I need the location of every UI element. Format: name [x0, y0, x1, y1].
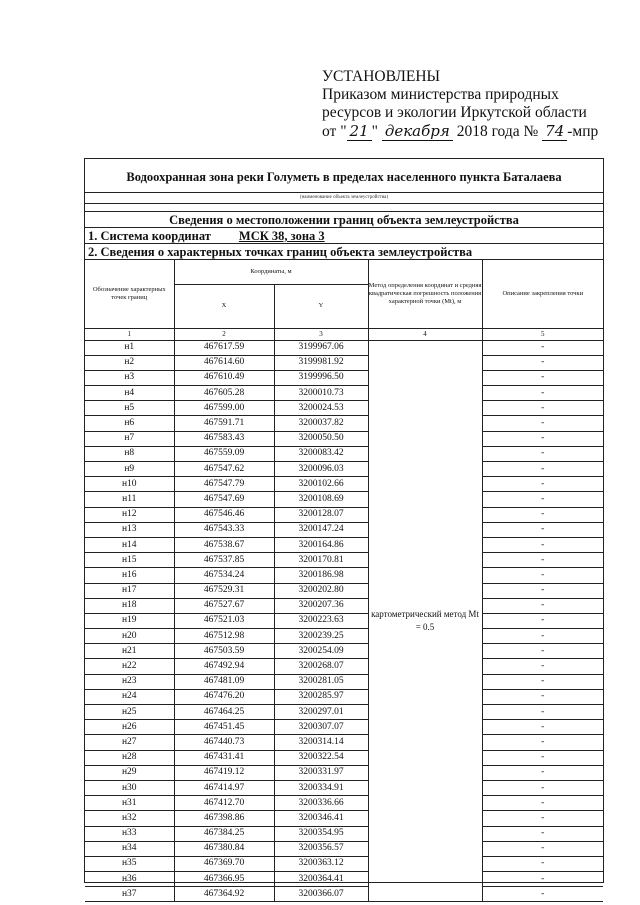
boundary-document: [84, 158, 604, 899]
y-coordinate-cell: 3200239.25: [274, 629, 368, 644]
x-coordinate-cell: 467547.69: [174, 492, 274, 507]
point-id-cell: н21: [85, 644, 174, 659]
point-id-cell: н10: [85, 477, 174, 492]
table-row: [85, 507, 603, 522]
header-coords: Координаты, м: [174, 260, 368, 284]
y-coordinate-cell: 3200281.05: [274, 674, 368, 689]
table-row: [85, 477, 603, 492]
x-coordinate-cell: 467398.86: [174, 811, 274, 826]
y-coordinate-cell: 3200307.07: [274, 720, 368, 735]
x-coordinate-cell: 467527.67: [174, 598, 274, 613]
description-cell: -: [482, 705, 603, 720]
point-id-cell: н35: [85, 856, 174, 871]
description-cell: -: [482, 872, 603, 887]
stamp-from: от ": [322, 123, 347, 140]
point-id-cell: н20: [85, 629, 174, 644]
header-y: Y: [274, 284, 368, 328]
y-coordinate-cell: 3200207.36: [274, 598, 368, 613]
x-coordinate-cell: 467364.92: [174, 887, 274, 902]
col-number: 2: [174, 328, 274, 340]
x-coordinate-cell: 467412.70: [174, 796, 274, 811]
point-id-cell: н16: [85, 568, 174, 583]
y-coordinate-cell: 3200356.57: [274, 841, 368, 856]
x-coordinate-cell: 467614.60: [174, 355, 274, 370]
y-coordinate-cell: 3200364.41: [274, 872, 368, 887]
point-id-cell: н27: [85, 735, 174, 750]
description-cell: -: [482, 537, 603, 552]
description-cell: -: [482, 568, 603, 583]
x-coordinate-cell: 467419.12: [174, 765, 274, 780]
point-id-cell: н23: [85, 674, 174, 689]
y-coordinate-cell: 3200083.42: [274, 446, 368, 461]
x-coordinate-cell: 467610.49: [174, 370, 274, 385]
table-row: [85, 462, 603, 477]
point-id-cell: н5: [85, 401, 174, 416]
x-coordinate-cell: 467559.09: [174, 446, 274, 461]
y-coordinate-cell: 3200346.41: [274, 811, 368, 826]
coord-system-label: 1. Система координат: [88, 229, 211, 243]
point-id-cell: н7: [85, 431, 174, 446]
description-cell: -: [482, 811, 603, 826]
y-coordinate-cell: 3200334.91: [274, 780, 368, 795]
y-coordinate-cell: 3199967.06: [274, 340, 368, 355]
y-coordinate-cell: 3200010.73: [274, 386, 368, 401]
table-row: [85, 856, 603, 871]
object-note: (наименование объекта землеустройства): [85, 193, 603, 204]
description-cell: -: [482, 386, 603, 401]
table-row: [85, 826, 603, 841]
x-coordinate-cell: 467605.28: [174, 386, 274, 401]
y-coordinate-cell: 3200102.66: [274, 477, 368, 492]
description-cell: -: [482, 462, 603, 477]
x-coordinate-cell: 467512.98: [174, 629, 274, 644]
point-id-cell: н19: [85, 613, 174, 628]
table-row: [85, 431, 603, 446]
description-cell: -: [482, 659, 603, 674]
x-coordinate-cell: 467492.94: [174, 659, 274, 674]
y-coordinate-cell: 3200331.97: [274, 765, 368, 780]
y-coordinate-cell: 3200336.66: [274, 796, 368, 811]
y-coordinate-cell: 3199996.50: [274, 370, 368, 385]
description-cell: -: [482, 826, 603, 841]
description-cell: -: [482, 416, 603, 431]
point-id-cell: н28: [85, 750, 174, 765]
table-row: [85, 446, 603, 461]
point-id-cell: н31: [85, 796, 174, 811]
stamp-month: декабря: [382, 122, 453, 141]
table-row: [85, 750, 603, 765]
x-coordinate-cell: 467547.79: [174, 477, 274, 492]
point-id-cell: н13: [85, 522, 174, 537]
point-id-cell: н34: [85, 841, 174, 856]
x-coordinate-cell: 467537.85: [174, 553, 274, 568]
point-id-cell: н6: [85, 416, 174, 431]
description-cell: -: [482, 644, 603, 659]
coord-system-row: [85, 228, 603, 244]
x-coordinate-cell: 467451.45: [174, 720, 274, 735]
table-row: [85, 568, 603, 583]
table-row: [85, 355, 603, 370]
table-row: [85, 644, 603, 659]
point-id-cell: н1: [85, 340, 174, 355]
x-coordinate-cell: 467617.59: [174, 340, 274, 355]
x-coordinate-cell: 467464.25: [174, 705, 274, 720]
y-coordinate-cell: 3200108.69: [274, 492, 368, 507]
x-coordinate-cell: 467599.00: [174, 401, 274, 416]
x-coordinate-cell: 467521.03: [174, 613, 274, 628]
y-coordinate-cell: 3200024.53: [274, 401, 368, 416]
description-cell: -: [482, 583, 603, 598]
description-cell: -: [482, 431, 603, 446]
point-id-cell: н33: [85, 826, 174, 841]
x-coordinate-cell: 467369.70: [174, 856, 274, 871]
y-coordinate-cell: 3200170.81: [274, 553, 368, 568]
point-id-cell: н36: [85, 872, 174, 887]
y-coordinate-cell: 3200223.63: [274, 613, 368, 628]
points-section-header: 2. Сведения о характерных точках границ объекта землеустройства: [85, 244, 603, 260]
stamp-quote: ": [371, 123, 378, 140]
stamp-order-line: Приказом министерства природных: [322, 86, 559, 103]
x-coordinate-cell: 467414.97: [174, 780, 274, 795]
x-coordinate-cell: 467534.24: [174, 568, 274, 583]
stamp-ministry-line: ресурсов и экологии Иркутской области: [322, 104, 587, 121]
y-coordinate-cell: 3200050.50: [274, 431, 368, 446]
point-id-cell: н25: [85, 705, 174, 720]
x-coordinate-cell: 467366.95: [174, 872, 274, 887]
point-id-cell: н32: [85, 811, 174, 826]
table-row: [85, 583, 603, 598]
coord-system-value: МСК 38, зона 3: [238, 229, 325, 243]
table-row: [85, 370, 603, 385]
description-cell: -: [482, 401, 603, 416]
table-row: [85, 613, 603, 628]
table-row: [85, 386, 603, 401]
table-row: [85, 735, 603, 750]
point-id-cell: н29: [85, 765, 174, 780]
x-coordinate-cell: 467547.62: [174, 462, 274, 477]
description-cell: -: [482, 553, 603, 568]
table-row: [85, 705, 603, 720]
table-row: [85, 811, 603, 826]
description-cell: -: [482, 887, 603, 902]
title-band: [85, 159, 603, 193]
description-cell: -: [482, 750, 603, 765]
y-coordinate-cell: 3200268.07: [274, 659, 368, 674]
table-row: [85, 765, 603, 780]
description-cell: -: [482, 446, 603, 461]
table-row: [85, 629, 603, 644]
method-cell: картометрический метод Mt = 0.5: [368, 340, 482, 902]
boundary-points-table: [85, 260, 603, 902]
x-coordinate-cell: 467476.20: [174, 689, 274, 704]
y-coordinate-cell: 3200285.97: [274, 689, 368, 704]
stamp-date-line: [322, 122, 622, 141]
col-number: 1: [85, 328, 174, 340]
x-coordinate-cell: 467583.43: [174, 431, 274, 446]
header-method: Метод определения координат и средняя квадратическая погрешность положения характерной точки (Mt), м: [368, 260, 482, 328]
table-row: [85, 796, 603, 811]
description-cell: -: [482, 492, 603, 507]
x-coordinate-cell: 467529.31: [174, 583, 274, 598]
description-cell: -: [482, 613, 603, 628]
x-coordinate-cell: 467503.59: [174, 644, 274, 659]
point-id-cell: н18: [85, 598, 174, 613]
table-row: [85, 598, 603, 613]
point-id-cell: н24: [85, 689, 174, 704]
description-cell: -: [482, 507, 603, 522]
point-id-cell: н22: [85, 659, 174, 674]
point-id-cell: н9: [85, 462, 174, 477]
y-coordinate-cell: 3200297.01: [274, 705, 368, 720]
x-coordinate-cell: 467481.09: [174, 674, 274, 689]
header-description: Описание закрепления точки: [482, 260, 603, 328]
description-cell: -: [482, 340, 603, 355]
col-number: 4: [368, 328, 482, 340]
x-coordinate-cell: 467591.71: [174, 416, 274, 431]
header-point: Обозначение характерных точек границ: [85, 260, 174, 328]
description-cell: -: [482, 674, 603, 689]
document-title: Водоохранная зона реки Голуметь в пределах населенного пункта Баталаева: [126, 170, 562, 184]
description-cell: -: [482, 796, 603, 811]
table-row: [85, 659, 603, 674]
point-id-cell: н37: [85, 887, 174, 902]
description-cell: -: [482, 841, 603, 856]
description-cell: -: [482, 856, 603, 871]
header-x: X: [174, 284, 274, 328]
table-row: [85, 492, 603, 507]
table-row: [85, 340, 603, 355]
description-cell: -: [482, 720, 603, 735]
x-coordinate-cell: 467546.46: [174, 507, 274, 522]
stamp-heading: УСТАНОВЛЕНЫ: [322, 68, 441, 85]
table-row: [85, 780, 603, 795]
stamp-day: 21: [347, 122, 372, 141]
table-row: [85, 553, 603, 568]
section-header: Сведения о местоположении границ объекта землеустройства: [85, 212, 603, 228]
x-coordinate-cell: 467384.25: [174, 826, 274, 841]
table-row: [85, 522, 603, 537]
point-id-cell: н14: [85, 537, 174, 552]
description-cell: -: [482, 735, 603, 750]
table-row: [85, 537, 603, 552]
spacer-row: [85, 204, 603, 212]
point-id-cell: н15: [85, 553, 174, 568]
description-cell: -: [482, 629, 603, 644]
table-row: [85, 416, 603, 431]
description-cell: -: [482, 355, 603, 370]
y-coordinate-cell: 3200128.07: [274, 507, 368, 522]
col-number: 5: [482, 328, 603, 340]
description-cell: -: [482, 765, 603, 780]
y-coordinate-cell: 3200096.03: [274, 462, 368, 477]
x-coordinate-cell: 467543.33: [174, 522, 274, 537]
x-coordinate-cell: 467380.84: [174, 841, 274, 856]
col-number: 3: [274, 328, 368, 340]
description-cell: -: [482, 370, 603, 385]
point-id-cell: н3: [85, 370, 174, 385]
y-coordinate-cell: 3200147.24: [274, 522, 368, 537]
point-id-cell: н26: [85, 720, 174, 735]
y-coordinate-cell: 3199981.92: [274, 355, 368, 370]
y-coordinate-cell: 3200363.12: [274, 856, 368, 871]
table-row: [85, 872, 603, 887]
y-coordinate-cell: 3200254.09: [274, 644, 368, 659]
table-row: [85, 720, 603, 735]
approval-stamp: [322, 68, 622, 141]
stamp-year: 2018 года №: [456, 123, 539, 140]
column-number-row: [85, 328, 603, 340]
x-coordinate-cell: 467431.41: [174, 750, 274, 765]
y-coordinate-cell: 3200186.98: [274, 568, 368, 583]
stamp-number: 74: [542, 122, 567, 141]
table-row: [85, 674, 603, 689]
y-coordinate-cell: 3200322.54: [274, 750, 368, 765]
stamp-suffix: -мпр: [567, 123, 599, 140]
description-cell: -: [482, 598, 603, 613]
table-row: [85, 841, 603, 856]
point-id-cell: н11: [85, 492, 174, 507]
y-coordinate-cell: 3200314.14: [274, 735, 368, 750]
y-coordinate-cell: 3200354.95: [274, 826, 368, 841]
y-coordinate-cell: 3200164.86: [274, 537, 368, 552]
point-id-cell: н2: [85, 355, 174, 370]
point-id-cell: н17: [85, 583, 174, 598]
y-coordinate-cell: 3200202.80: [274, 583, 368, 598]
x-coordinate-cell: 467538.67: [174, 537, 274, 552]
description-cell: -: [482, 477, 603, 492]
point-id-cell: н8: [85, 446, 174, 461]
point-id-cell: н30: [85, 780, 174, 795]
description-cell: -: [482, 780, 603, 795]
point-id-cell: н12: [85, 507, 174, 522]
point-id-cell: н4: [85, 386, 174, 401]
description-cell: -: [482, 689, 603, 704]
table-row: [85, 887, 603, 902]
table-row: [85, 689, 603, 704]
y-coordinate-cell: 3200037.82: [274, 416, 368, 431]
y-coordinate-cell: 3200366.07: [274, 887, 368, 902]
table-row: [85, 401, 603, 416]
description-cell: -: [482, 522, 603, 537]
x-coordinate-cell: 467440.73: [174, 735, 274, 750]
